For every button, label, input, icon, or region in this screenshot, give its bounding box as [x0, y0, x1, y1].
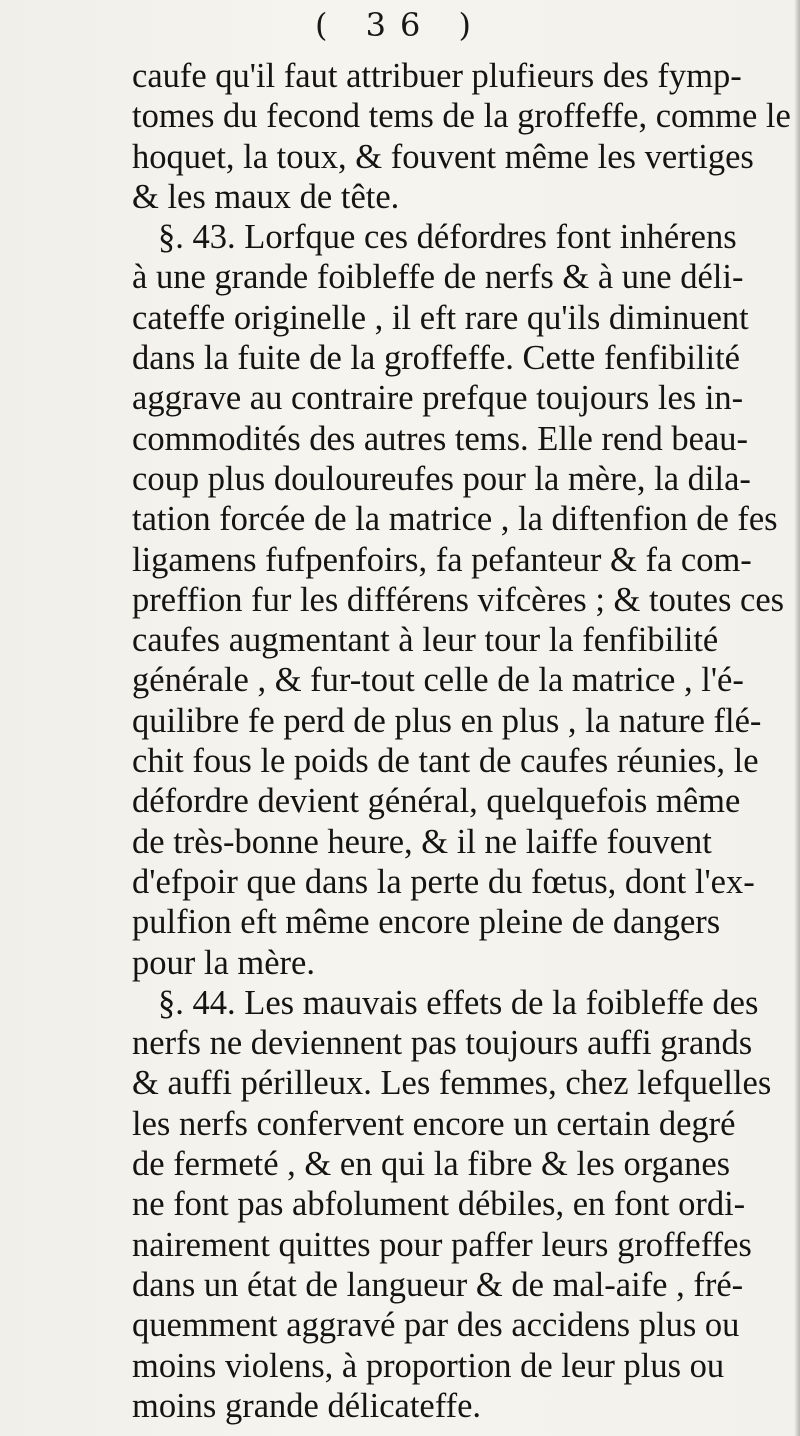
text-line: générale , & fur-tout celle de la matrice , l'é- — [132, 661, 744, 700]
text-line: chit fous le poids de tant de caufes réunies, le — [132, 742, 759, 781]
text-line: hoquet, la toux, & fouvent même les vertiges — [132, 137, 754, 176]
text-line: & auffi périlleux. Les femmes, chez lefquelles — [132, 1064, 772, 1103]
text-line: caufe qu'il faut attribuer plufieurs des fymp- — [132, 57, 742, 95]
page-number: ( 36 ) — [314, 6, 486, 44]
text-line: ne font pas abfolument débiles, en font ordi- — [132, 1185, 746, 1224]
text-line: pulfion eft même encore pleine de dangers — [132, 903, 721, 942]
text-line: à une grande foibleffe de nerfs & à une déli- — [132, 258, 744, 297]
text-line: pour la mère. — [132, 943, 315, 982]
text-line: commodités des autres tems. Elle rend beau- — [132, 419, 749, 458]
text-line: caufes augmentant à leur tour la fenfibilité — [132, 621, 719, 660]
text-line: dans la fuite de la groffeffe. Cette fenfibilité — [132, 339, 740, 378]
text-line: preffion fur les différens vifcères ; & toutes ces — [132, 580, 785, 619]
paragraph-start-44: §. 44. Les mauvais effets de la foibleffe des — [158, 983, 759, 1022]
text-line: quemment aggravé par des accidens plus ou — [132, 1306, 740, 1345]
text-line: aggrave au contraire prefque toujours les in- — [132, 379, 744, 418]
text-line: ligamens fufpenfoirs, fa pefanteur & fa com- — [132, 540, 752, 579]
text-line: d'efpoir que dans la perte du fœtus, dont l'ex- — [132, 862, 755, 901]
text-line: cateffe originelle , il eft rare qu'ils diminuent — [132, 298, 749, 337]
text-line: tation forcée de la matrice , la diftenfion de fes — [132, 500, 778, 539]
text-line: les nerfs confervent encore un certain degré — [132, 1104, 736, 1143]
text-line: tomes du fecond tems de la groffeffe, comme le — [132, 97, 791, 136]
text-line: dans un état de langueur & de mal-aife , fré- — [132, 1265, 744, 1304]
text-line: défordre devient général, quelquefois même — [132, 782, 741, 821]
text-line: moins grande délicateffe. — [132, 1386, 482, 1425]
text-line: de fermeté , & en qui la fibre & les organes — [132, 1145, 731, 1184]
text-line: quilibre fe perd de plus en plus , la nature flé- — [132, 701, 762, 740]
text-line: nerfs ne deviennent pas toujours auffi grands — [132, 1024, 753, 1063]
text-line: nairement quittes pour paffer leurs groffeffes — [132, 1225, 752, 1264]
text-line: & les maux de tête. — [132, 177, 400, 216]
body-text — [132, 56, 800, 1426]
text-line: moins violens, à proportion de leur plus ou — [132, 1346, 725, 1385]
text-line: coup plus douloureufes pour la mère, la dila- — [132, 459, 751, 498]
text-line: de très-bonne heure, & il ne laiffe fouvent — [132, 822, 712, 861]
paragraph-start-43: §. 43. Lorfque ces défordres font inhérens — [158, 218, 737, 257]
